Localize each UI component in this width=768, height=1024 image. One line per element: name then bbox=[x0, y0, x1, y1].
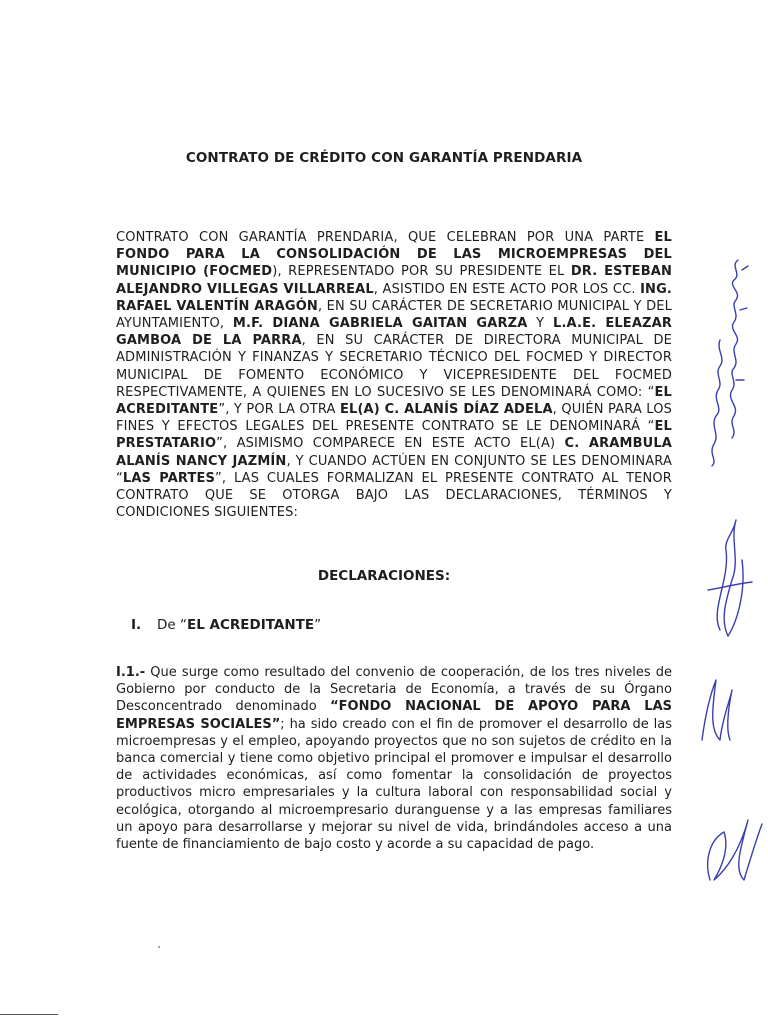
intro-run-17: C. ARAMBULA ALANÍS NANCY JAZMÍN bbox=[116, 436, 672, 469]
intro-paragraph bbox=[116, 229, 672, 521]
intro-run-6: , EN SU CARÁCTER DE SECRETARIO MUNICIPAL Y DEL AYUNTAMIENTO, bbox=[116, 298, 672, 332]
signature-handwritten-4 bbox=[708, 820, 762, 880]
section-suffix: ” bbox=[314, 617, 322, 633]
intro-run-18: , Y CUANDO ACTÚEN EN CONJUNTO SE LES DENOMINARA “ bbox=[116, 453, 673, 486]
declarations-heading: DECLARACIONES: bbox=[317, 568, 451, 584]
signature-handwritten-1 bbox=[730, 260, 738, 438]
intro-run-8: Y bbox=[527, 316, 554, 332]
intro-run-11: EL ACREDITANTE bbox=[116, 384, 672, 418]
intro-run-15: EL PRESTATARIO bbox=[116, 419, 672, 452]
section-number: I. bbox=[131, 617, 142, 633]
clause-run-1: Que surge como resultado del convenio de cooperación, de los tres niveles de Gobierno por conducto de la Secretaria de Economía, a través de su Órgano Desconcentrado denominado bbox=[116, 665, 672, 715]
intro-run-20: ”, LAS CUALES FORMALIZAN EL PRESENTE CONTRATO AL TENOR CONTRATO QUE SE OTORGA BAJO LAS DECLARACIONES, TÉRMINOS Y CONDICIONES SIGUIENTES: bbox=[116, 470, 672, 521]
section-name: EL ACREDITANTE bbox=[187, 617, 315, 633]
footnote-rule bbox=[0, 1014, 58, 1015]
clause-run-2: “FONDO NACIONAL DE APOYO PARA LAS EMPRESAS SOCIALES” bbox=[116, 699, 673, 732]
intro-run-1: EL FONDO PARA LA CONSOLIDACIÓN DE LAS MICROEMPRESAS DEL MUNICIPIO (FOCMED bbox=[116, 230, 672, 280]
signature-handwritten-3 bbox=[702, 680, 732, 740]
intro-run-5: ING. RAFAEL VALENTÍN ARAGÓN bbox=[116, 281, 672, 314]
intro-run-19: LAS PARTES bbox=[122, 470, 216, 486]
intro-run-14: , QUIÉN PARA LOS FINES Y EFECTOS LEGALES DEL PRESENTE CONTRATO SE LE DENOMINARÁ “ bbox=[116, 402, 672, 435]
intro-run-9: L.A.E. ELEAZAR GAMBOA DE LA PARRA bbox=[116, 316, 672, 349]
signature-handwritten-2 bbox=[708, 520, 752, 636]
intro-run-13: EL(A) C. ALANÍS DÍAZ ADELA bbox=[339, 402, 553, 418]
signature-margin bbox=[690, 240, 768, 900]
clause-run-3: ; ha sido creado con el fin de promover el desarrollo de las microempresas y el empleo, apoyando proyectos que no son sujetos de crédito en la banca comercial y tiene como objetivo principal el promover e impulsar el desarrollo de actividades económicas, así como fomentar la consolidación de proyectos productivos micro empresariales y la cultura laboral con responsabilidad social y ecológica, otorgando al microempresario duranguense y a las empresas familiares un apoyo para desarrollarse y mejorar su nivel de vida, brindándoles acceso a una fuente de financiamiento de bajo costo y acorde a su capacidad de pago. bbox=[116, 716, 672, 853]
clause-run-0: I.1.- bbox=[116, 665, 146, 680]
clause-paragraph bbox=[116, 664, 672, 853]
intro-run-7: M.F. DIANA GABRIELA GAITAN GARZA bbox=[232, 316, 528, 332]
section-prefix: De “ bbox=[157, 617, 187, 633]
document-title: CONTRATO DE CRÉDITO CON GARANTÍA PRENDARIA bbox=[185, 150, 583, 166]
intro-run-3: DR. ESTEBAN ALEJANDRO VILLEGAS VILLARREAL bbox=[116, 264, 672, 297]
section-heading bbox=[131, 617, 321, 633]
intro-run-16: ”, ASIMISMO COMPARECE EN ESTE ACTO EL(A) bbox=[216, 436, 565, 452]
intro-run-12: ”, Y POR LA OTRA bbox=[218, 402, 340, 418]
intro-run-2: ), REPRESENTADO POR SU PRESIDENTE EL bbox=[272, 264, 571, 280]
intro-run-10: , EN SU CARÁCTER DE DIRECTORA MUNICIPAL DE ADMINISTRACIÓN Y FINANZAS Y SECRETARIO TÉCNICO DEL FOCMED Y DIRECTOR MUNICIPAL DE FOMENTO ECONÓMICO Y VICEPRESIDENTE DEL FOCMED RESPECTIVAMENTE, A QUIENES EN LO SUCESIVO SE LES DENOMINARÁ COMO: “ bbox=[116, 333, 672, 400]
intro-run-0: CONTRATO CON GARANTÍA PRENDARIA, QUE CELEBRAN POR UNA PARTE bbox=[116, 230, 655, 245]
intro-run-4: , ASISTIDO EN ESTE ACTO POR LOS CC. bbox=[373, 281, 641, 297]
scan-speck bbox=[158, 946, 160, 948]
